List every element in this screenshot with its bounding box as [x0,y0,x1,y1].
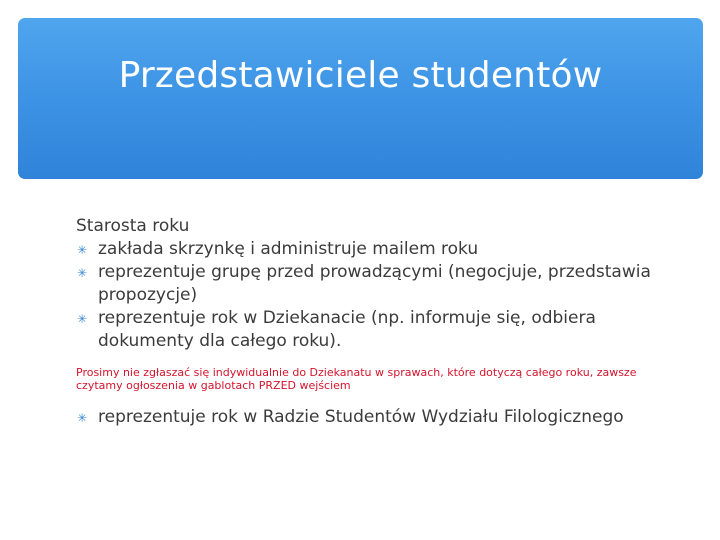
asterisk-icon: ✳ [77,312,88,326]
bullet-item [76,307,676,353]
asterisk-icon: ✳ [77,243,88,257]
bullet-item [76,261,676,307]
bullet-text: reprezentuje rok w Dziekanacie (np. informuje się, odbiera dokumenty dla całego roku). [98,308,596,351]
bullet-list-secondary [76,406,676,429]
slide-content [76,215,676,429]
slide-title: Przedstawiciele studentów [118,55,603,96]
bullet-text: zakłada skrzynkę i administruje mailem roku [98,239,479,259]
section-heading: Starosta roku [76,216,190,236]
bullet-list [76,238,676,353]
asterisk-icon: ✳ [77,411,88,425]
bullet-item [76,238,676,261]
warning-note: Prosimy nie zgłaszać się indywidualnie do Dziekanatu w sprawach, które dotyczą całego roku, zawsze czytamy ogłoszenia w gablotach PRZED wejściem [76,366,637,392]
bullet-text: reprezentuje grupę przed prowadzącymi (negocjuje, przedstawia propozycje) [98,262,651,305]
bullet-item [76,406,676,429]
asterisk-icon: ✳ [77,266,88,280]
bullet-text: reprezentuje rok w Radzie Studentów Wydziału Filologicznego [98,407,624,427]
